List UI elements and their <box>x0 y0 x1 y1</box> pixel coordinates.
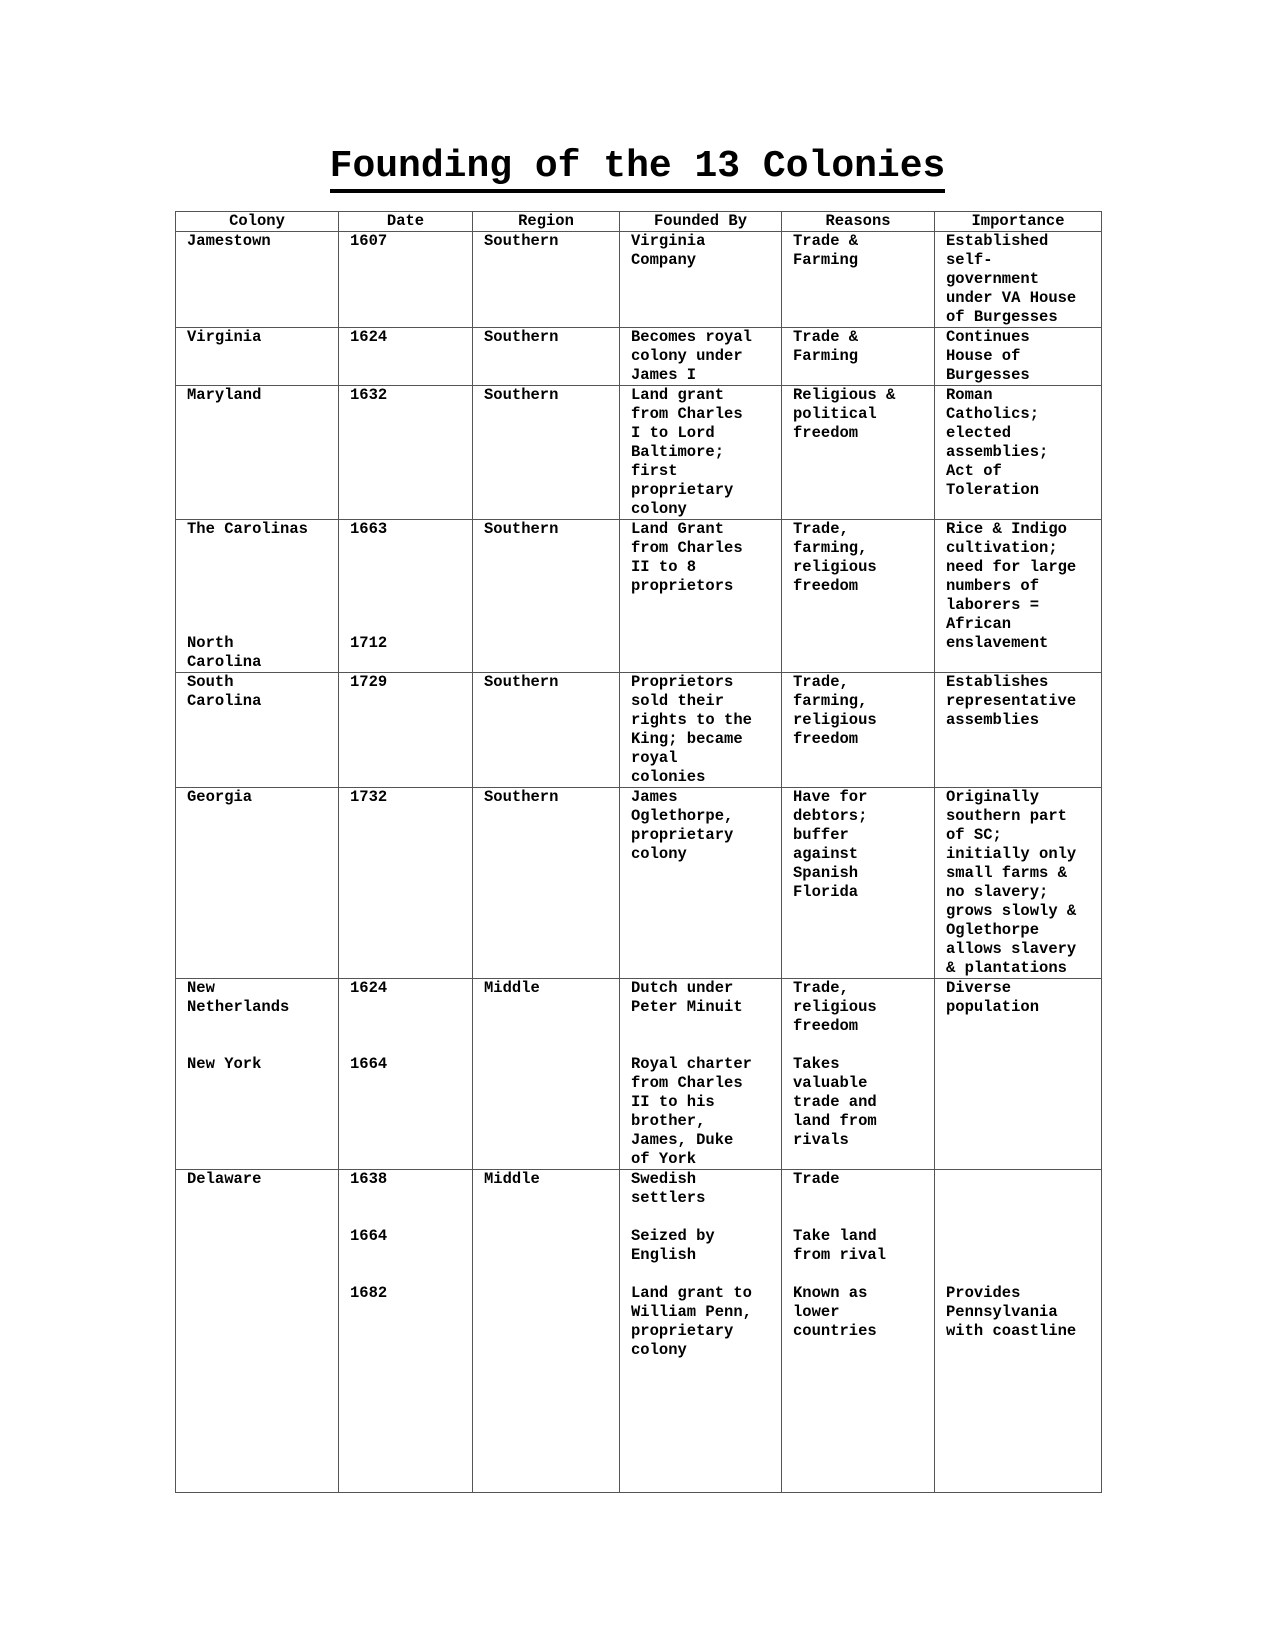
cell-text: government <box>946 270 1040 288</box>
cell-text <box>946 1170 1095 1189</box>
cell-text: 1624 <box>350 328 388 346</box>
cell-text: House of <box>946 347 1021 365</box>
cell-text: from Charles <box>631 405 743 423</box>
cell-text: Carolina <box>187 653 262 671</box>
cell-reasons <box>782 520 935 673</box>
cell-text: Middle <box>484 1170 540 1188</box>
cell-text: Trade & <box>793 328 859 346</box>
cell-text: New York <box>187 1055 262 1073</box>
cell-text: valuable <box>793 1074 868 1092</box>
cell-text: political <box>793 405 877 423</box>
cell-text: New <box>187 979 215 997</box>
cell-colony <box>176 386 339 520</box>
header-reasons: Reasons <box>782 212 935 232</box>
cell-text: rivals <box>793 1131 849 1149</box>
cell-colony <box>176 788 339 979</box>
cell-text: freedom <box>793 730 859 748</box>
cell-text: 1664 <box>350 1227 388 1245</box>
cell-text <box>946 1227 1095 1246</box>
cell-text: 1712 <box>350 634 388 652</box>
cell-founded-by <box>620 520 782 673</box>
table-body <box>176 232 1102 1493</box>
cell-text <box>187 615 332 634</box>
cell-date <box>339 328 473 386</box>
cell-text: from rival <box>793 1246 887 1264</box>
cell-text: Trade <box>793 1170 840 1188</box>
cell-text: sold their <box>631 692 725 710</box>
cell-colony <box>176 1170 339 1493</box>
cell-text: from Charles <box>631 539 743 557</box>
cell-text <box>350 1017 466 1036</box>
cell-text: North <box>187 634 234 652</box>
cell-text: Delaware <box>187 1170 262 1188</box>
cell-importance <box>935 520 1102 673</box>
cell-text: King; became <box>631 730 743 748</box>
cell-text: brother, <box>631 1112 706 1130</box>
cell-text: trade and <box>793 1093 877 1111</box>
cell-text: Baltimore; <box>631 443 725 461</box>
cell-date <box>339 1170 473 1493</box>
cell-region <box>473 328 620 386</box>
table-row <box>176 673 1102 788</box>
cell-text: II to 8 <box>631 558 697 576</box>
cell-text: Established <box>946 232 1049 250</box>
cell-text: Pennsylvania <box>946 1303 1058 1321</box>
table-row <box>176 232 1102 328</box>
cell-founded-by <box>620 788 782 979</box>
cell-text: Jamestown <box>187 232 271 250</box>
cell-text: Southern <box>484 673 559 691</box>
cell-text <box>793 1265 928 1284</box>
cell-text: Southern <box>484 788 559 806</box>
cell-text <box>631 1265 775 1284</box>
cell-text: James, Duke <box>631 1131 734 1149</box>
cell-text: countries <box>793 1322 877 1340</box>
cell-text: Have for <box>793 788 868 806</box>
table-row <box>176 788 1102 979</box>
table-header-row <box>176 212 1102 232</box>
cell-text: Carolina <box>187 692 262 710</box>
cell-text: assemblies <box>946 711 1040 729</box>
cell-importance <box>935 232 1102 328</box>
cell-text: representative <box>946 692 1077 710</box>
cell-text <box>350 1265 466 1284</box>
cell-text: from Charles <box>631 1074 743 1092</box>
cell-text: Trade, <box>793 979 849 997</box>
cell-text: population <box>946 998 1040 1016</box>
cell-text: Land grant <box>631 386 725 404</box>
cell-text: Roman <box>946 386 993 404</box>
cell-text: colony <box>631 500 687 518</box>
cell-text: 1664 <box>350 1055 388 1073</box>
cell-text: I to Lord <box>631 424 715 442</box>
cell-text: enslavement <box>946 634 1049 652</box>
cell-reasons <box>782 1170 935 1493</box>
cell-text: land from <box>793 1112 877 1130</box>
cell-text: Trade, <box>793 520 849 538</box>
table-row <box>176 386 1102 520</box>
cell-region <box>473 232 620 328</box>
cell-text: freedom <box>793 577 859 595</box>
cell-text <box>793 1208 928 1227</box>
cell-text: Virginia <box>631 232 706 250</box>
cell-text: Oglethorpe, <box>631 807 734 825</box>
cell-text: debtors; <box>793 807 868 825</box>
cell-text: need for large <box>946 558 1077 576</box>
cell-region <box>473 788 620 979</box>
cell-text: initially only <box>946 845 1077 863</box>
cell-text: Rice & Indigo <box>946 520 1067 538</box>
cell-text: freedom <box>793 1017 859 1035</box>
cell-text: Company <box>631 251 697 269</box>
cell-text: Trade, <box>793 673 849 691</box>
cell-date <box>339 520 473 673</box>
cell-text: Florida <box>793 883 859 901</box>
cell-text: II to his <box>631 1093 715 1111</box>
cell-text: religious <box>793 998 877 1016</box>
cell-text: 1682 <box>350 1284 388 1302</box>
cell-text: James I <box>631 366 697 384</box>
cell-founded-by <box>620 673 782 788</box>
table-row <box>176 979 1102 1170</box>
header-founded-by: Founded By <box>620 212 782 232</box>
cell-text: cultivation; <box>946 539 1058 557</box>
cell-text: 1624 <box>350 979 388 997</box>
cell-text: Royal charter <box>631 1055 752 1073</box>
cell-text <box>631 1208 775 1227</box>
cell-text <box>350 558 466 577</box>
cell-importance <box>935 1170 1102 1493</box>
cell-importance <box>935 788 1102 979</box>
cell-text: Religious & <box>793 386 896 404</box>
cell-text <box>631 1017 775 1036</box>
cell-text: Oglethorpe <box>946 921 1040 939</box>
cell-text: Spanish <box>793 864 859 882</box>
cell-text: religious <box>793 558 877 576</box>
cell-text <box>350 1246 466 1265</box>
cell-text: Toleration <box>946 481 1040 499</box>
cell-text: royal <box>631 749 678 767</box>
cell-text <box>350 577 466 596</box>
cell-text: Seized by <box>631 1227 715 1245</box>
cell-text <box>187 1017 332 1036</box>
cell-text: African <box>946 615 1012 633</box>
table-row <box>176 1170 1102 1493</box>
cell-text: proprietary <box>631 481 734 499</box>
cell-colony <box>176 232 339 328</box>
cell-text: with coastline <box>946 1322 1077 1340</box>
cell-text: farming, <box>793 539 868 557</box>
cell-text: 1729 <box>350 673 388 691</box>
cell-text: Known as <box>793 1284 868 1302</box>
cell-text: Establishes <box>946 673 1049 691</box>
cell-text <box>946 1208 1095 1227</box>
cell-text <box>946 1189 1095 1208</box>
cell-reasons <box>782 328 935 386</box>
cell-reasons <box>782 232 935 328</box>
cell-text: assemblies; <box>946 443 1049 461</box>
cell-text: 1638 <box>350 1170 388 1188</box>
cell-text: laborers = <box>946 596 1040 614</box>
header-region: Region <box>473 212 620 232</box>
cell-text: religious <box>793 711 877 729</box>
cell-text: Burgesses <box>946 366 1030 384</box>
cell-date <box>339 979 473 1170</box>
cell-text: of York <box>631 1150 697 1168</box>
cell-importance <box>935 979 1102 1170</box>
cell-text: no slavery; <box>946 883 1049 901</box>
cell-founded-by <box>620 1170 782 1493</box>
cell-text: proprietary <box>631 1322 734 1340</box>
cell-founded-by <box>620 328 782 386</box>
cell-text: colony <box>631 845 687 863</box>
cell-text: of Burgesses <box>946 308 1058 326</box>
cell-text: Originally <box>946 788 1040 806</box>
cell-text: freedom <box>793 424 859 442</box>
cell-text: colony <box>631 1341 687 1359</box>
cell-text: 1632 <box>350 386 388 404</box>
cell-text: grows slowly & <box>946 902 1077 920</box>
cell-colony <box>176 328 339 386</box>
cell-region <box>473 520 620 673</box>
cell-text: small farms & <box>946 864 1067 882</box>
cell-text: Southern <box>484 386 559 404</box>
cell-text: Land grant to <box>631 1284 752 1302</box>
cell-text: Virginia <box>187 328 262 346</box>
header-date: Date <box>339 212 473 232</box>
cell-text: Takes <box>793 1055 840 1073</box>
cell-importance <box>935 328 1102 386</box>
cell-text: Trade & <box>793 232 859 250</box>
cell-text <box>187 596 332 615</box>
cell-text <box>350 998 466 1017</box>
cell-text: first <box>631 462 678 480</box>
cell-text: & plantations <box>946 959 1067 977</box>
cell-text: under VA House <box>946 289 1077 307</box>
cell-text: proprietary <box>631 826 734 844</box>
cell-text: Proprietors <box>631 673 734 691</box>
cell-text <box>187 577 332 596</box>
cell-reasons <box>782 788 935 979</box>
cell-text: colony under <box>631 347 743 365</box>
cell-text: Act of <box>946 462 1002 480</box>
table-row <box>176 328 1102 386</box>
cell-text: lower <box>793 1303 840 1321</box>
cell-text: Land Grant <box>631 520 725 538</box>
cell-text: The Carolinas <box>187 520 308 538</box>
cell-text <box>187 1036 332 1055</box>
cell-text: Dutch under <box>631 979 734 997</box>
cell-text <box>350 539 466 558</box>
cell-text: southern part <box>946 807 1067 825</box>
cell-text <box>946 1265 1095 1284</box>
cell-text: Southern <box>484 520 559 538</box>
cell-text <box>350 1036 466 1055</box>
cell-text: Southern <box>484 232 559 250</box>
cell-text <box>793 1189 928 1208</box>
cell-text: Middle <box>484 979 540 997</box>
cell-text: Catholics; <box>946 405 1040 423</box>
page-title <box>0 145 1275 189</box>
cell-text: of SC; <box>946 826 1002 844</box>
cell-text <box>187 539 332 558</box>
cell-reasons <box>782 386 935 520</box>
cell-region <box>473 673 620 788</box>
cell-text <box>350 615 466 634</box>
cell-region <box>473 1170 620 1493</box>
cell-text: settlers <box>631 1189 706 1207</box>
cell-text <box>350 1189 466 1208</box>
cell-text <box>350 596 466 615</box>
cell-text: 1663 <box>350 520 388 538</box>
cell-date <box>339 386 473 520</box>
cell-text: 1607 <box>350 232 388 250</box>
cell-text: Southern <box>484 328 559 346</box>
cell-text: Georgia <box>187 788 253 806</box>
cell-text: Farming <box>793 347 859 365</box>
cell-text: against <box>793 845 859 863</box>
cell-date <box>339 673 473 788</box>
cell-text <box>187 558 332 577</box>
header-colony: Colony <box>176 212 339 232</box>
cell-text: Maryland <box>187 386 262 404</box>
cell-text: 1732 <box>350 788 388 806</box>
cell-text: Netherlands <box>187 998 290 1016</box>
cell-text <box>793 1036 928 1055</box>
cell-text: Diverse <box>946 979 1012 997</box>
cell-text: buffer <box>793 826 849 844</box>
cell-text: James <box>631 788 678 806</box>
cell-founded-by <box>620 386 782 520</box>
cell-colony <box>176 979 339 1170</box>
cell-importance <box>935 386 1102 520</box>
cell-founded-by <box>620 979 782 1170</box>
cell-text: farming, <box>793 692 868 710</box>
cell-text: numbers of <box>946 577 1040 595</box>
cell-text: Peter Minuit <box>631 998 743 1016</box>
table-row <box>176 520 1102 673</box>
cell-date <box>339 232 473 328</box>
colonies-table <box>175 211 1102 1493</box>
cell-text: Swedish <box>631 1170 697 1188</box>
cell-text: elected <box>946 424 1012 442</box>
cell-text: rights to the <box>631 711 752 729</box>
cell-date <box>339 788 473 979</box>
cell-text <box>946 1246 1095 1265</box>
header-importance: Importance <box>935 212 1102 232</box>
cell-text: allows slavery <box>946 940 1077 958</box>
cell-founded-by <box>620 232 782 328</box>
cell-text <box>350 1208 466 1227</box>
cell-region <box>473 386 620 520</box>
cell-text: Farming <box>793 251 859 269</box>
cell-region <box>473 979 620 1170</box>
cell-text: South <box>187 673 234 691</box>
cell-colony <box>176 673 339 788</box>
cell-colony <box>176 520 339 673</box>
cell-text: self- <box>946 251 993 269</box>
cell-text: Continues <box>946 328 1030 346</box>
cell-text: colonies <box>631 768 706 786</box>
cell-importance <box>935 673 1102 788</box>
cell-reasons <box>782 979 935 1170</box>
cell-text: William Penn, <box>631 1303 752 1321</box>
cell-text <box>631 1036 775 1055</box>
cell-reasons <box>782 673 935 788</box>
page-title-text: Founding of the 13 Colonies <box>330 145 946 193</box>
cell-text: Take land <box>793 1227 877 1245</box>
cell-text: Becomes royal <box>631 328 752 346</box>
cell-text: English <box>631 1246 697 1264</box>
cell-text: proprietors <box>631 577 734 595</box>
cell-text: Provides <box>946 1284 1021 1302</box>
